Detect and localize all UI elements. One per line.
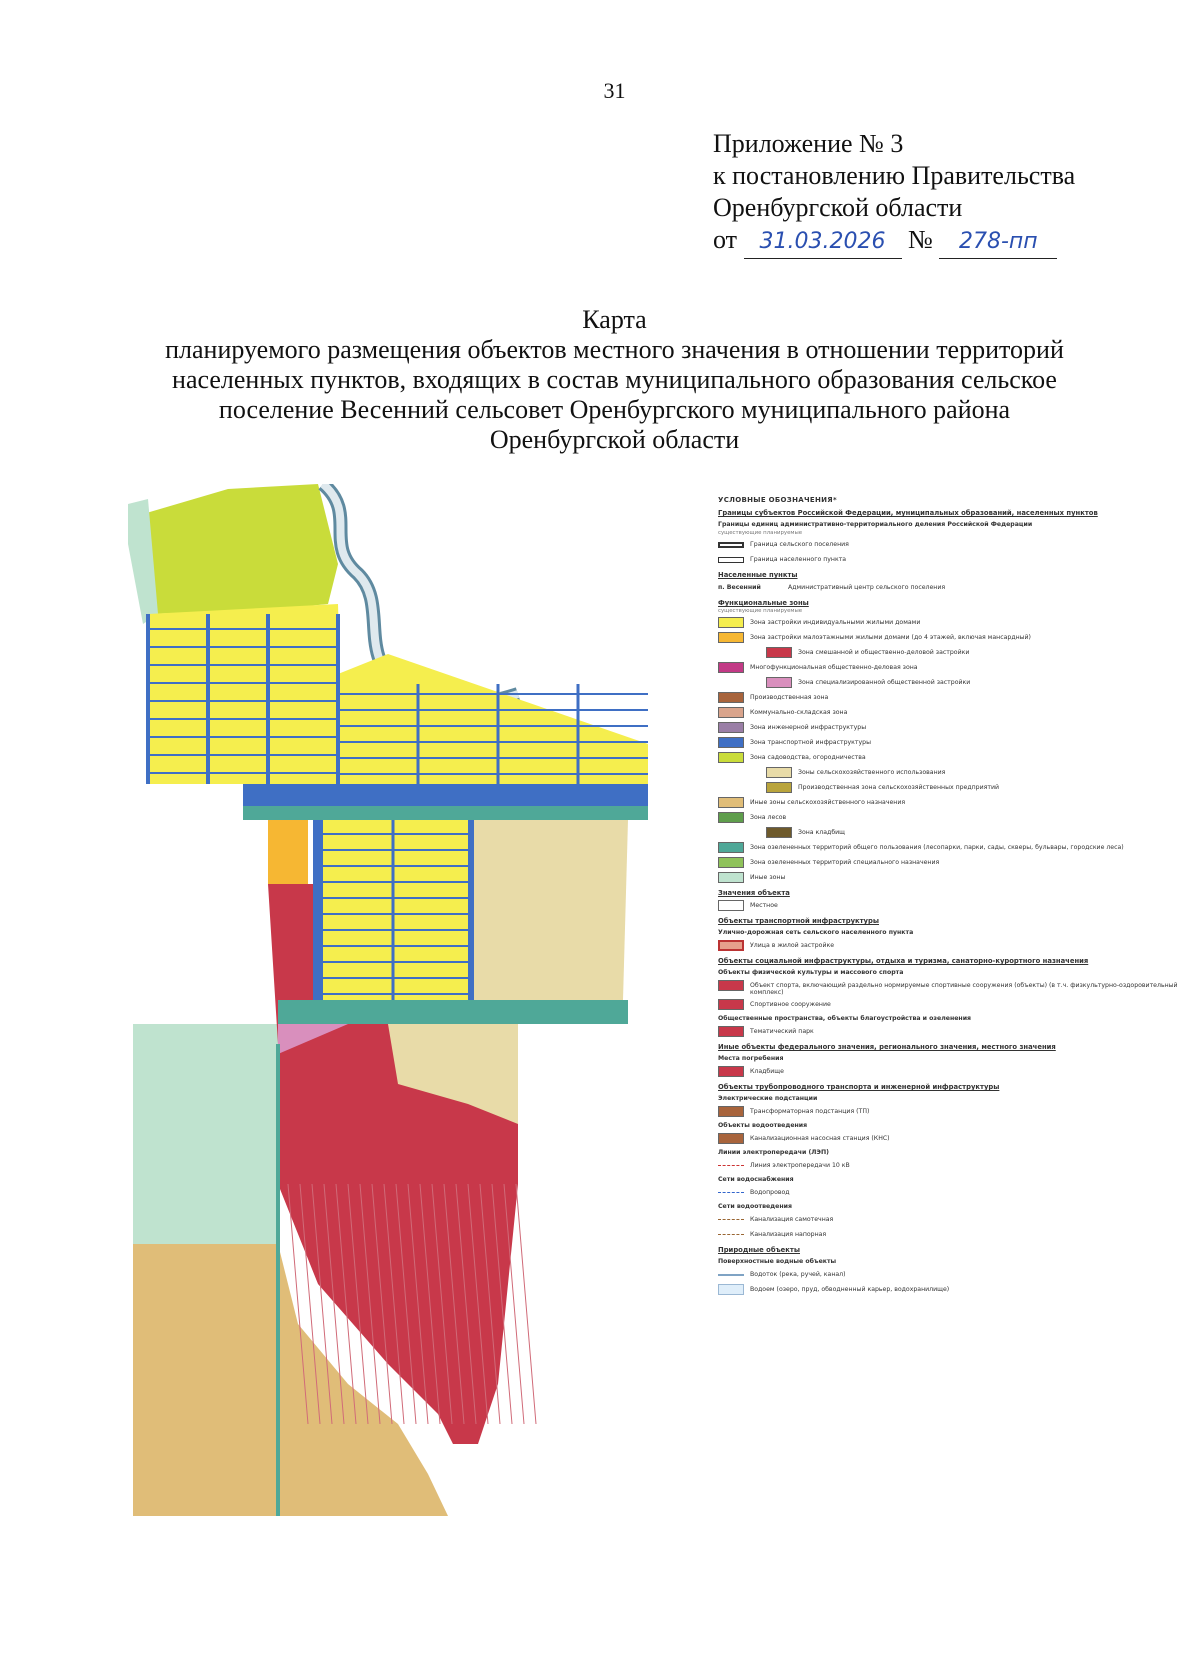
zone-swatch: [718, 722, 744, 733]
legend-burial-hb: Места погребения: [718, 1055, 784, 1062]
legend-item-sewer-pressure: [718, 1229, 1198, 1241]
legend-zones-cols: существующие планируемые: [718, 608, 803, 614]
legend-item-sport-object: [718, 980, 1198, 996]
legend-item-sewer-gravity: [718, 1214, 1198, 1226]
kns-swatch: [718, 1133, 744, 1144]
legend-item-settlement: [718, 582, 1198, 594]
zone-swatch: [766, 677, 792, 688]
zone-swatch: [718, 692, 744, 703]
legend-social-hb: Объекты физической культуры и массового спорта: [718, 969, 904, 976]
legend-item-zone: [718, 752, 1198, 764]
legend-item-kns: [718, 1133, 1198, 1145]
legend-transport-hb: Улично-дорожная сеть сельского населенного пункта: [718, 929, 914, 936]
annex-block: [713, 128, 1075, 259]
legend-label: Объект спорта, включающий раздельно нормируемые спортивные сооружения (объекты) (в т.ч. физкультурно-оздоровительный комплекс): [750, 982, 1178, 996]
tp-swatch: [718, 1106, 744, 1117]
legend-item-pond: [718, 1284, 1198, 1296]
legend-item-zone: [718, 677, 1198, 689]
legend-label: Канализационная насосная станция (КНС): [750, 1135, 890, 1142]
street-swatch: [718, 940, 744, 951]
map-legend: [718, 496, 1198, 1486]
title-line-5: Оренбургской области: [489, 425, 740, 454]
legend-item-zone: [718, 662, 1198, 674]
legend-label: Кладбище: [750, 1068, 784, 1075]
stream-swatch: [718, 1274, 744, 1276]
border-swatch: [718, 542, 744, 548]
sport-facility-swatch: [718, 999, 744, 1010]
zone-swatch: [718, 872, 744, 883]
legend-label: Улица в жилой застройке: [750, 942, 835, 949]
legend-title: УСЛОВНЫЕ ОБОЗНАЧЕНИЯ*: [718, 496, 837, 504]
legend-item-zone: [718, 632, 1198, 644]
zone-label: Производственная зона сельскохозяйственных предприятий: [798, 784, 1000, 791]
annex-line-2: к постановлению Правительства: [713, 161, 1076, 190]
zone-swatch: [718, 617, 744, 628]
legend-section-pipe: Объекты трубопроводного транспорта и инженерной инфраструктуры: [718, 1083, 1000, 1091]
zone-swatch: [718, 737, 744, 748]
sport-object-swatch: [718, 980, 744, 991]
street-line: [456, 1184, 476, 1424]
zone-label: Зона специализированной общественной застройки: [798, 679, 971, 686]
map-title: [100, 305, 1129, 455]
legend-item-zone: [718, 767, 1198, 779]
street-line: [288, 1184, 308, 1424]
settlement-desc: Административный центр сельского поселения: [788, 584, 946, 591]
legend-label: Водоем (озеро, пруд, обводненный карьер, водохранилище): [750, 1286, 950, 1293]
street-line: [492, 1184, 512, 1424]
annex-line-3: Оренбургской области: [713, 193, 963, 222]
legend-label: Тематический парк: [750, 1028, 814, 1035]
legend-section-settlements: Населенные пункты: [718, 571, 798, 579]
annex-date-line: [713, 224, 1075, 259]
legend-item-zone: [718, 812, 1198, 824]
zone-swatch: [718, 662, 744, 673]
legend-item-zone: [718, 722, 1198, 734]
legend-label: Местное: [750, 902, 778, 909]
legend-item-zone: [718, 842, 1198, 854]
legend-item-value: [718, 900, 1198, 912]
street-line: [420, 1184, 440, 1424]
legend-nature-hb: Поверхностные водные объекты: [718, 1258, 837, 1265]
street-line: [312, 1184, 332, 1424]
park-swatch: [718, 1026, 744, 1037]
settlement-name: п. Весенний: [718, 584, 761, 591]
zone-swatch: [766, 647, 792, 658]
pond-swatch: [718, 1284, 744, 1295]
legend-item-zone: [718, 857, 1198, 869]
zone-label: Зона лесов: [750, 814, 787, 821]
legend-item-zone: [718, 647, 1198, 659]
legend-section-value: Значения объекта: [718, 889, 790, 897]
zone-swatch: [766, 827, 792, 838]
water-swatch: [718, 1192, 744, 1193]
street-line: [300, 1184, 320, 1424]
street-line: [408, 1184, 428, 1424]
legend-section-transport: Объекты транспортной инфраструктуры: [718, 917, 880, 925]
title-line-4: поселение Весенний сельсовет Оренбургского муниципального района: [218, 395, 1011, 424]
zone-swatch: [718, 632, 744, 643]
zone-label: Зона застройки индивидуальными жилыми домами: [750, 619, 921, 626]
zone-label: Иные зоны: [750, 874, 786, 881]
zone-label: Коммунально-складская зона: [750, 709, 848, 716]
legend-drain-hb: Объекты водоотведения: [718, 1122, 808, 1129]
zone-swatch: [766, 767, 792, 778]
zone-label: Зоны сельскохозяйственного использования: [798, 769, 946, 776]
handwritten-number: 278-пп: [939, 226, 1057, 259]
zones-list: [718, 617, 1198, 884]
legend-label: Водопровод: [750, 1189, 790, 1196]
zone-label: Зона садоводства, огородничества: [750, 754, 866, 761]
legend-section-zones: Функциональные зоны: [718, 599, 809, 607]
legend-sewer-hb: Сети водоотведения: [718, 1203, 792, 1210]
legend-item-lep: [718, 1160, 1198, 1172]
street-line: [516, 1184, 536, 1424]
legend-label: Канализация самотечная: [750, 1216, 834, 1223]
street-line: [468, 1184, 488, 1424]
zone-label: Зона кладбищ: [798, 829, 845, 836]
legend-item-water: [718, 1187, 1198, 1199]
street-line: [336, 1184, 356, 1424]
legend-water-hb: Сети водоснабжения: [718, 1176, 794, 1183]
legend-item-sport-facility: [718, 999, 1198, 1011]
zone-swatch: [718, 707, 744, 718]
page-number: 31: [603, 78, 626, 103]
sewer-pressure-swatch: [718, 1234, 744, 1235]
legend-elec-hb: Электрические подстанции: [718, 1095, 818, 1102]
legend-item-stream: [718, 1269, 1198, 1281]
legend-item-zone: [718, 827, 1198, 839]
zone-label: Зона смешанной и общественно-деловой застройки: [798, 649, 970, 656]
street-line: [396, 1184, 416, 1424]
street-line: [384, 1184, 404, 1424]
street-line: [432, 1184, 452, 1424]
legend-borders-subtitle: Границы единиц административно-территориального деления Российской Федерации: [718, 521, 1033, 528]
zone-label: Зона застройки малоэтажными жилыми домами (до 4 этажей, включая мансардный): [750, 634, 1031, 641]
zone-label: Многофункциональная общественно-деловая зона: [750, 664, 918, 671]
street-line: [348, 1184, 368, 1424]
lep-swatch: [718, 1165, 744, 1166]
legend-item-park: [718, 1026, 1198, 1038]
zone-label: Зона озелененных территорий специального назначения: [750, 859, 940, 866]
legend-label: Граница сельского поселения: [750, 541, 849, 548]
legend-label: Линия электропередачи 10 кВ: [750, 1162, 850, 1169]
legend-item-zone: [718, 782, 1198, 794]
zone-label: Зона озелененных территорий общего пользования (лесопарки, парки, сады, скверы, бульвары, городские леса): [750, 844, 1124, 851]
zone-label: Зона инженерной инфраструктуры: [750, 724, 867, 731]
legend-label: Канализация напорная: [750, 1231, 827, 1238]
number-sign: №: [908, 225, 933, 254]
legend-item-zone: [718, 737, 1198, 749]
street-line: [504, 1184, 524, 1424]
legend-item-zone: [718, 617, 1198, 629]
handwritten-date: 31.03.2026: [744, 226, 902, 259]
legend-item-cemetery: [718, 1066, 1198, 1078]
value-swatch: [718, 900, 744, 911]
zone-swatch: [718, 797, 744, 808]
legend-item-street: [718, 940, 1198, 952]
legend-label: Спортивное сооружение: [750, 1001, 831, 1008]
zone-swatch: [718, 857, 744, 868]
zone-swatch: [766, 782, 792, 793]
title-line-3: населенных пунктов, входящих в состав муниципального образования сельское: [172, 365, 1057, 394]
annex-line-1: Приложение № 3: [713, 129, 904, 158]
legend-section-social: Объекты социальной инфраструктуры, отдыха и туризма, санаторно-курортного назначения: [718, 957, 1089, 965]
legend-item-border-locality: [718, 554, 1198, 566]
title-line-2: планируемого размещения объектов местного значения в отношении территорий: [165, 335, 1064, 364]
zone-label: Иные зоны сельскохозяйственного назначения: [750, 799, 906, 806]
legend-item-tp: [718, 1106, 1198, 1118]
legend-label: Трансформаторная подстанция (ТП): [750, 1108, 870, 1115]
zone-label: Производственная зона: [750, 694, 829, 701]
street-line: [372, 1184, 392, 1424]
legend-section-other: Иные объекты федерального значения, регионального значения, местного значения: [718, 1043, 1056, 1051]
legend-section-borders: Границы субъектов Российской Федерации, муниципальных образований, населенных пунктов: [718, 509, 1098, 517]
legend-item-zone: [718, 707, 1198, 719]
legend-section-nature: Природные объекты: [718, 1246, 800, 1254]
street-line: [444, 1184, 464, 1424]
zone-label: Зона транспортной инфраструктуры: [750, 739, 871, 746]
cemetery-swatch: [718, 1066, 744, 1077]
legend-item-border-settlement: [718, 539, 1198, 551]
legend-item-zone: [718, 797, 1198, 809]
legend-item-zone: [718, 872, 1198, 884]
street-line: [324, 1184, 344, 1424]
sewer-gravity-swatch: [718, 1219, 744, 1220]
legend-public-hb: Общественные пространства, объекты благоустройства и озеленения: [718, 1015, 971, 1022]
zone-swatch: [718, 752, 744, 763]
street-line: [360, 1184, 380, 1424]
zone-swatch: [718, 812, 744, 823]
legend-item-zone: [718, 692, 1198, 704]
legend-label: Водоток (река, ручей, канал): [750, 1271, 846, 1278]
legend-cols: существующие планируемые: [718, 530, 803, 536]
zone-swatch: [718, 842, 744, 853]
block-grid-overlay: [128, 484, 728, 1516]
street-line: [480, 1184, 500, 1424]
title-line-1: Карта: [582, 305, 647, 334]
legend-lep-hb: Линии электропередачи (ЛЭП): [718, 1149, 829, 1156]
date-prefix: от: [713, 225, 738, 254]
legend-label: Граница населенного пункта: [750, 556, 847, 563]
border-swatch: [718, 557, 744, 563]
